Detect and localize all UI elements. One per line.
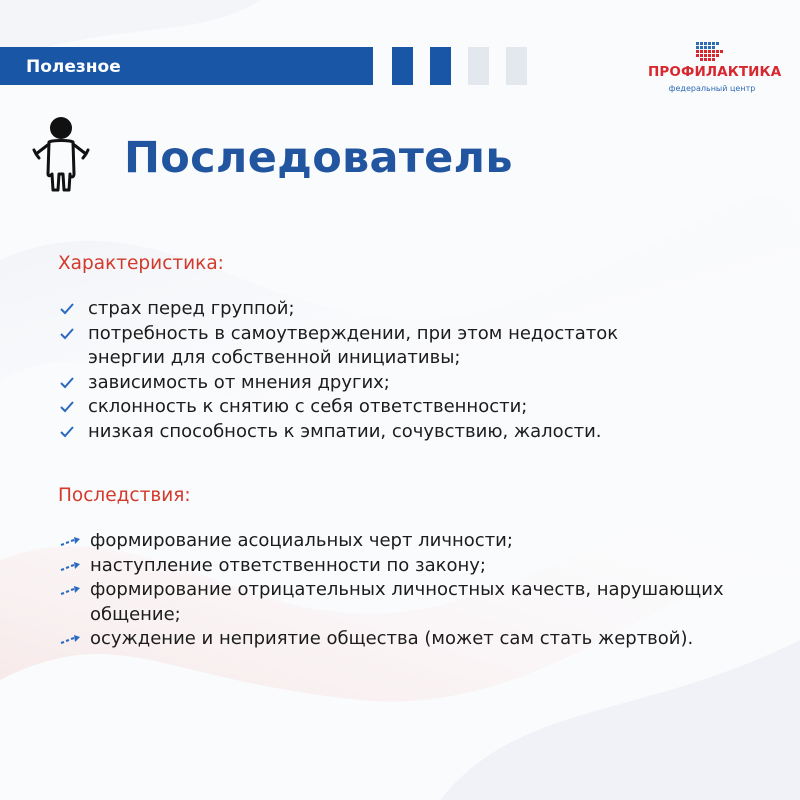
consequences-list	[60, 529, 760, 652]
list-item-text: зависимость от мнения других;	[88, 371, 390, 393]
dashed-arrow-icon	[60, 633, 82, 645]
list-item-text: формирование асоциальных черт личности;	[90, 530, 513, 551]
dashed-arrow-icon	[60, 535, 82, 547]
section-label: Полезное	[26, 57, 121, 77]
logo-title: ПРОФИЛАКТИКА	[648, 64, 782, 80]
list-item	[60, 554, 760, 579]
consequences-heading: Последствия:	[58, 485, 191, 506]
list-item-text: низкая способность к эмпатии, сочувствию, жалости.	[88, 420, 602, 442]
person-figure-icon	[30, 114, 90, 194]
list-item-text: наступление ответственности по закону;	[90, 554, 486, 576]
list-item-text: страх перед группой;	[88, 298, 295, 319]
grid-logo-icon	[696, 42, 726, 64]
header-accent-block	[392, 47, 413, 85]
checkmark-icon	[60, 401, 74, 413]
list-item	[60, 322, 700, 371]
page-title: Последователь	[124, 133, 513, 183]
dashed-arrow-icon	[60, 560, 82, 572]
list-item	[60, 395, 700, 420]
logo-subtitle: федеральный центр	[668, 84, 756, 93]
characteristics-list	[60, 297, 700, 444]
list-item	[60, 529, 760, 554]
list-item	[60, 297, 700, 322]
list-item	[60, 371, 700, 396]
list-item-text: потребность в самоутверждении, при этом недостаток энергии для собственной инициативы;	[88, 322, 619, 368]
checkmark-icon	[60, 377, 74, 389]
header-accent-block	[506, 47, 527, 85]
list-item-text: осуждение и неприятие общества (может сам стать жертвой).	[90, 628, 694, 649]
list-item	[60, 420, 700, 445]
dashed-arrow-icon	[60, 584, 82, 596]
checkmark-icon	[60, 303, 74, 315]
checkmark-icon	[60, 328, 74, 340]
list-item-text: склонность к снятию с себя ответственности;	[88, 396, 528, 417]
list-item	[60, 627, 760, 652]
checkmark-icon	[60, 426, 74, 438]
list-item-text: формирование отрицательных личностных качеств, нарушающих общение;	[90, 579, 724, 625]
characteristics-heading: Характеристика:	[58, 253, 224, 274]
header-accent-block	[468, 47, 489, 85]
list-item	[60, 578, 760, 627]
header-accent-block	[430, 47, 451, 85]
